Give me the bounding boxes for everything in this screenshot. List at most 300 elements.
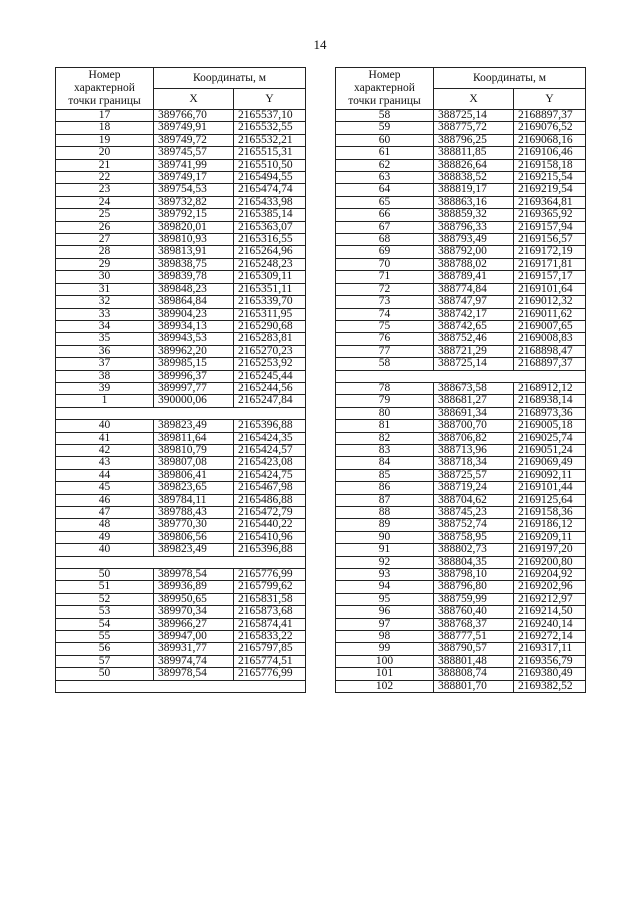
x-coordinate-cell: 388673,58 bbox=[434, 382, 514, 394]
table-row bbox=[336, 432, 586, 444]
table-row bbox=[336, 506, 586, 518]
x-coordinate-cell: 389810,79 bbox=[154, 444, 234, 456]
table-row bbox=[56, 655, 306, 667]
table-row bbox=[336, 569, 586, 581]
y-coordinate-cell: 2169172,19 bbox=[514, 246, 586, 258]
y-coordinate-cell: 2165264,96 bbox=[234, 246, 306, 258]
point-number-cell: 74 bbox=[336, 308, 434, 320]
y-coordinate-cell: 2169215,54 bbox=[514, 172, 586, 184]
x-coordinate-cell: 389807,08 bbox=[154, 457, 234, 469]
point-number-cell: 39 bbox=[56, 382, 154, 394]
table-row bbox=[56, 606, 306, 618]
point-number-cell: 49 bbox=[56, 531, 154, 543]
x-coordinate-cell: 388793,49 bbox=[434, 234, 514, 246]
point-number-cell: 77 bbox=[336, 345, 434, 357]
point-number-cell: 69 bbox=[336, 246, 434, 258]
table-row bbox=[56, 593, 306, 605]
y-coordinate-cell: 2165532,55 bbox=[234, 122, 306, 134]
point-number-cell: 66 bbox=[336, 209, 434, 221]
table-row bbox=[336, 631, 586, 643]
table-row bbox=[336, 482, 586, 494]
point-number-cell: 79 bbox=[336, 395, 434, 407]
point-number-cell: 80 bbox=[336, 407, 434, 419]
point-number-cell: 46 bbox=[56, 494, 154, 506]
y-coordinate-cell: 2169051,24 bbox=[514, 444, 586, 456]
point-number-cell: 33 bbox=[56, 308, 154, 320]
y-coordinate-cell: 2165486,88 bbox=[234, 494, 306, 506]
point-number-cell: 50 bbox=[56, 569, 154, 581]
x-coordinate-cell: 388801,48 bbox=[434, 655, 514, 667]
point-number-cell: 58 bbox=[336, 110, 434, 122]
y-coordinate-cell: 2169317,11 bbox=[514, 643, 586, 655]
y-coordinate-cell: 2165797,85 bbox=[234, 643, 306, 655]
table-row bbox=[336, 655, 586, 667]
x-coordinate-cell: 389749,17 bbox=[154, 172, 234, 184]
x-coordinate-cell: 389839,78 bbox=[154, 271, 234, 283]
y-coordinate-cell: 2165396,88 bbox=[234, 420, 306, 432]
point-number-cell: 43 bbox=[56, 457, 154, 469]
x-coordinate-cell: 389970,34 bbox=[154, 606, 234, 618]
y-coordinate-cell: 2165290,68 bbox=[234, 320, 306, 332]
table-row bbox=[336, 643, 586, 655]
point-number-cell: 52 bbox=[56, 593, 154, 605]
table-row bbox=[336, 668, 586, 680]
point-number-cell: 1 bbox=[56, 395, 154, 407]
y-coordinate-cell: 2165423,08 bbox=[234, 457, 306, 469]
y-coordinate-cell: 2165424,75 bbox=[234, 469, 306, 481]
x-coordinate-cell: 388718,34 bbox=[434, 457, 514, 469]
y-coordinate-cell: 2165248,23 bbox=[234, 258, 306, 270]
table-row bbox=[336, 122, 586, 134]
table-row bbox=[336, 420, 586, 432]
table-row bbox=[56, 432, 306, 444]
point-number-cell: 19 bbox=[56, 134, 154, 146]
table-row bbox=[56, 643, 306, 655]
x-coordinate-cell: 388774,84 bbox=[434, 283, 514, 295]
y-coordinate-cell: 2169209,11 bbox=[514, 531, 586, 543]
point-number-cell: 37 bbox=[56, 358, 154, 370]
x-coordinate-cell: 388788,02 bbox=[434, 258, 514, 270]
y-coordinate-cell: 2169007,65 bbox=[514, 320, 586, 332]
point-number-cell: 64 bbox=[336, 184, 434, 196]
x-coordinate-cell: 388802,73 bbox=[434, 544, 514, 556]
table-row bbox=[336, 593, 586, 605]
x-coordinate-cell: 389806,56 bbox=[154, 531, 234, 543]
point-number-cell: 71 bbox=[336, 271, 434, 283]
table-row bbox=[336, 110, 586, 122]
x-coordinate-cell: 389820,01 bbox=[154, 221, 234, 233]
table-body-right bbox=[336, 110, 586, 693]
y-header: Y bbox=[234, 89, 306, 110]
y-coordinate-cell: 2165433,98 bbox=[234, 196, 306, 208]
point-number-cell: 94 bbox=[336, 581, 434, 593]
table-row bbox=[336, 320, 586, 332]
table-row bbox=[336, 172, 586, 184]
y-coordinate-cell: 2169158,18 bbox=[514, 159, 586, 171]
x-coordinate-cell: 388704,62 bbox=[434, 494, 514, 506]
table-row bbox=[56, 333, 306, 345]
y-coordinate-cell: 2169219,54 bbox=[514, 184, 586, 196]
x-coordinate-cell: 389792,15 bbox=[154, 209, 234, 221]
table-row bbox=[56, 271, 306, 283]
coordinates-table-left bbox=[55, 67, 306, 693]
y-coordinate-cell: 2165831,58 bbox=[234, 593, 306, 605]
y-coordinate-cell: 2165774,51 bbox=[234, 655, 306, 667]
y-coordinate-cell: 2165467,98 bbox=[234, 482, 306, 494]
x-coordinate-cell: 388681,27 bbox=[434, 395, 514, 407]
point-number-header: Номер характерной точки границы bbox=[336, 68, 434, 110]
x-coordinate-cell: 389966,27 bbox=[154, 618, 234, 630]
y-coordinate-cell: 2168973,36 bbox=[514, 407, 586, 419]
x-header: X bbox=[154, 89, 234, 110]
table-row bbox=[56, 258, 306, 270]
x-coordinate-cell: 388752,46 bbox=[434, 333, 514, 345]
x-coordinate-cell: 388863,16 bbox=[434, 196, 514, 208]
point-number-cell: 22 bbox=[56, 172, 154, 184]
y-coordinate-cell: 2169364,81 bbox=[514, 196, 586, 208]
x-coordinate-cell: 389997,77 bbox=[154, 382, 234, 394]
y-coordinate-cell: 2168898,47 bbox=[514, 345, 586, 357]
point-number-cell: 93 bbox=[336, 569, 434, 581]
table-row bbox=[336, 519, 586, 531]
point-number-cell: 88 bbox=[336, 506, 434, 518]
table-row bbox=[56, 234, 306, 246]
y-coordinate-cell: 2169005,18 bbox=[514, 420, 586, 432]
x-coordinate-cell: 389745,57 bbox=[154, 147, 234, 159]
point-number-cell: 102 bbox=[336, 680, 434, 692]
y-coordinate-cell: 2169156,57 bbox=[514, 234, 586, 246]
y-coordinate-cell: 2169356,79 bbox=[514, 655, 586, 667]
point-number-cell: 47 bbox=[56, 506, 154, 518]
table-row bbox=[336, 234, 586, 246]
point-number-cell: 61 bbox=[336, 147, 434, 159]
x-coordinate-cell: 388808,74 bbox=[434, 668, 514, 680]
x-coordinate-cell: 388760,40 bbox=[434, 606, 514, 618]
x-coordinate-cell: 388826,64 bbox=[434, 159, 514, 171]
y-coordinate-cell: 2165873,68 bbox=[234, 606, 306, 618]
table-row bbox=[56, 680, 306, 692]
table-row bbox=[56, 134, 306, 146]
table-row bbox=[336, 581, 586, 593]
point-number-cell: 99 bbox=[336, 643, 434, 655]
table-row bbox=[56, 444, 306, 456]
coordinates-table-right bbox=[335, 67, 586, 693]
x-coordinate-cell: 389741,99 bbox=[154, 159, 234, 171]
x-coordinate-cell: 389770,30 bbox=[154, 519, 234, 531]
table-row bbox=[56, 581, 306, 593]
table-row bbox=[336, 283, 586, 295]
empty-row-cell bbox=[56, 556, 306, 568]
point-number-cell: 57 bbox=[56, 655, 154, 667]
x-coordinate-cell: 389823,65 bbox=[154, 482, 234, 494]
x-coordinate-cell: 388798,10 bbox=[434, 569, 514, 581]
point-number-cell: 72 bbox=[336, 283, 434, 295]
point-number-cell: 92 bbox=[336, 556, 434, 568]
y-coordinate-cell: 2165874,41 bbox=[234, 618, 306, 630]
table-row bbox=[336, 345, 586, 357]
x-coordinate-cell: 388790,57 bbox=[434, 643, 514, 655]
point-number-cell: 29 bbox=[56, 258, 154, 270]
point-number-cell: 100 bbox=[336, 655, 434, 667]
x-coordinate-cell: 389784,11 bbox=[154, 494, 234, 506]
y-coordinate-cell: 2169382,52 bbox=[514, 680, 586, 692]
table-row bbox=[336, 544, 586, 556]
table-body-left bbox=[56, 110, 306, 693]
x-coordinate-cell: 388759,99 bbox=[434, 593, 514, 605]
table-row bbox=[336, 444, 586, 456]
point-number-cell: 75 bbox=[336, 320, 434, 332]
x-coordinate-cell: 389754,53 bbox=[154, 184, 234, 196]
table-row bbox=[56, 221, 306, 233]
table-row bbox=[56, 196, 306, 208]
y-coordinate-cell: 2165316,55 bbox=[234, 234, 306, 246]
x-coordinate-cell: 388789,41 bbox=[434, 271, 514, 283]
y-coordinate-cell: 2165510,50 bbox=[234, 159, 306, 171]
x-coordinate-cell: 388725,57 bbox=[434, 469, 514, 481]
x-coordinate-cell: 390000,06 bbox=[154, 395, 234, 407]
point-number-cell: 30 bbox=[56, 271, 154, 283]
x-coordinate-cell: 388775,72 bbox=[434, 122, 514, 134]
y-coordinate-cell: 2169200,80 bbox=[514, 556, 586, 568]
y-coordinate-cell: 2169186,12 bbox=[514, 519, 586, 531]
x-coordinate-cell: 388719,24 bbox=[434, 482, 514, 494]
point-number-cell: 67 bbox=[336, 221, 434, 233]
table-row bbox=[56, 283, 306, 295]
point-number-cell: 58 bbox=[336, 358, 434, 370]
point-number-cell: 85 bbox=[336, 469, 434, 481]
table-row bbox=[336, 606, 586, 618]
empty-row-cell bbox=[336, 370, 586, 382]
x-coordinate-cell: 389936,89 bbox=[154, 581, 234, 593]
table-row bbox=[56, 358, 306, 370]
point-number-cell: 40 bbox=[56, 544, 154, 556]
table-row bbox=[56, 296, 306, 308]
point-number-cell: 96 bbox=[336, 606, 434, 618]
point-number-cell: 21 bbox=[56, 159, 154, 171]
point-number-cell: 91 bbox=[336, 544, 434, 556]
table-row bbox=[56, 469, 306, 481]
y-coordinate-cell: 2165494,55 bbox=[234, 172, 306, 184]
y-coordinate-cell: 2165424,57 bbox=[234, 444, 306, 456]
coordinates-header: Координаты, м bbox=[154, 68, 306, 89]
point-number-cell: 17 bbox=[56, 110, 154, 122]
empty-row-cell bbox=[56, 407, 306, 419]
table-row bbox=[336, 221, 586, 233]
point-number-cell: 31 bbox=[56, 283, 154, 295]
x-coordinate-cell: 388706,82 bbox=[434, 432, 514, 444]
x-coordinate-cell: 389934,13 bbox=[154, 320, 234, 332]
point-number-cell: 41 bbox=[56, 432, 154, 444]
x-coordinate-cell: 389978,54 bbox=[154, 668, 234, 680]
x-coordinate-cell: 389732,82 bbox=[154, 196, 234, 208]
point-number-header: Номер характерной точки границы bbox=[56, 68, 154, 110]
point-number-cell: 36 bbox=[56, 345, 154, 357]
point-number-cell: 86 bbox=[336, 482, 434, 494]
table-row bbox=[336, 271, 586, 283]
y-coordinate-cell: 2165532,21 bbox=[234, 134, 306, 146]
y-coordinate-cell: 2165776,99 bbox=[234, 569, 306, 581]
x-coordinate-cell: 389950,65 bbox=[154, 593, 234, 605]
y-header: Y bbox=[514, 89, 586, 110]
point-number-cell: 82 bbox=[336, 432, 434, 444]
page-number: 14 bbox=[313, 37, 327, 52]
y-coordinate-cell: 2165244,56 bbox=[234, 382, 306, 394]
x-coordinate-cell: 389838,75 bbox=[154, 258, 234, 270]
x-coordinate-cell: 388768,37 bbox=[434, 618, 514, 630]
y-coordinate-cell: 2169197,20 bbox=[514, 544, 586, 556]
point-number-cell: 24 bbox=[56, 196, 154, 208]
x-coordinate-cell: 389978,54 bbox=[154, 569, 234, 581]
x-coordinate-cell: 389813,91 bbox=[154, 246, 234, 258]
coordinates-header: Координаты, м bbox=[434, 68, 586, 89]
point-number-cell: 83 bbox=[336, 444, 434, 456]
x-coordinate-cell: 388742,17 bbox=[434, 308, 514, 320]
table-row bbox=[336, 618, 586, 630]
x-coordinate-cell: 389931,77 bbox=[154, 643, 234, 655]
point-number-cell: 63 bbox=[336, 172, 434, 184]
x-coordinate-cell: 388838,52 bbox=[434, 172, 514, 184]
table-row bbox=[56, 482, 306, 494]
y-coordinate-cell: 2169008,83 bbox=[514, 333, 586, 345]
point-number-cell: 101 bbox=[336, 668, 434, 680]
y-coordinate-cell: 2165351,11 bbox=[234, 283, 306, 295]
table-row bbox=[336, 457, 586, 469]
point-number-cell: 32 bbox=[56, 296, 154, 308]
point-number-cell: 40 bbox=[56, 420, 154, 432]
table-row bbox=[56, 395, 306, 407]
table-row bbox=[336, 159, 586, 171]
y-coordinate-cell: 2169202,96 bbox=[514, 581, 586, 593]
y-coordinate-cell: 2165799,62 bbox=[234, 581, 306, 593]
point-number-cell: 98 bbox=[336, 631, 434, 643]
y-coordinate-cell: 2169101,44 bbox=[514, 482, 586, 494]
x-coordinate-cell: 388713,96 bbox=[434, 444, 514, 456]
table-row bbox=[56, 544, 306, 556]
point-number-cell: 89 bbox=[336, 519, 434, 531]
table-row bbox=[336, 209, 586, 221]
y-coordinate-cell: 2165440,22 bbox=[234, 519, 306, 531]
x-coordinate-cell: 389962,20 bbox=[154, 345, 234, 357]
y-coordinate-cell: 2169106,46 bbox=[514, 147, 586, 159]
x-coordinate-cell: 389943,53 bbox=[154, 333, 234, 345]
x-coordinate-cell: 388804,35 bbox=[434, 556, 514, 568]
point-number-cell: 27 bbox=[56, 234, 154, 246]
x-coordinate-cell: 388801,70 bbox=[434, 680, 514, 692]
y-coordinate-cell: 2169204,92 bbox=[514, 569, 586, 581]
x-coordinate-cell: 388752,74 bbox=[434, 519, 514, 531]
table-row bbox=[336, 531, 586, 543]
table-row bbox=[56, 159, 306, 171]
y-coordinate-cell: 2165311,95 bbox=[234, 308, 306, 320]
table-row bbox=[56, 506, 306, 518]
point-number-cell: 45 bbox=[56, 482, 154, 494]
point-number-cell: 50 bbox=[56, 668, 154, 680]
y-coordinate-cell: 2165309,11 bbox=[234, 271, 306, 283]
point-number-cell: 87 bbox=[336, 494, 434, 506]
x-coordinate-cell: 389985,15 bbox=[154, 358, 234, 370]
point-number-cell: 54 bbox=[56, 618, 154, 630]
y-coordinate-cell: 2165833,22 bbox=[234, 631, 306, 643]
table-row bbox=[336, 258, 586, 270]
x-coordinate-cell: 388796,25 bbox=[434, 134, 514, 146]
point-number-cell: 97 bbox=[336, 618, 434, 630]
y-coordinate-cell: 2169011,62 bbox=[514, 308, 586, 320]
x-coordinate-cell: 389806,41 bbox=[154, 469, 234, 481]
table-row bbox=[336, 333, 586, 345]
table-row bbox=[336, 370, 586, 382]
table-row bbox=[336, 134, 586, 146]
y-coordinate-cell: 2165474,74 bbox=[234, 184, 306, 196]
y-coordinate-cell: 2165283,81 bbox=[234, 333, 306, 345]
point-number-cell: 42 bbox=[56, 444, 154, 456]
y-coordinate-cell: 2165424,35 bbox=[234, 432, 306, 444]
point-number-cell: 38 bbox=[56, 370, 154, 382]
table-row bbox=[56, 320, 306, 332]
y-coordinate-cell: 2169012,32 bbox=[514, 296, 586, 308]
y-coordinate-cell: 2169157,94 bbox=[514, 221, 586, 233]
y-coordinate-cell: 2169214,50 bbox=[514, 606, 586, 618]
table-row bbox=[56, 556, 306, 568]
point-number-cell: 84 bbox=[336, 457, 434, 469]
x-coordinate-cell: 389947,00 bbox=[154, 631, 234, 643]
point-number-cell: 90 bbox=[336, 531, 434, 543]
x-coordinate-cell: 389996,37 bbox=[154, 370, 234, 382]
y-coordinate-cell: 2169069,49 bbox=[514, 457, 586, 469]
table-row bbox=[56, 569, 306, 581]
x-coordinate-cell: 388725,14 bbox=[434, 110, 514, 122]
x-coordinate-cell: 388796,80 bbox=[434, 581, 514, 593]
point-number-cell: 60 bbox=[336, 134, 434, 146]
x-coordinate-cell: 389904,23 bbox=[154, 308, 234, 320]
table-row bbox=[56, 668, 306, 680]
y-coordinate-cell: 2168938,14 bbox=[514, 395, 586, 407]
table-row bbox=[56, 209, 306, 221]
point-number-cell: 59 bbox=[336, 122, 434, 134]
table-row bbox=[336, 296, 586, 308]
y-coordinate-cell: 2169365,92 bbox=[514, 209, 586, 221]
x-coordinate-cell: 389810,93 bbox=[154, 234, 234, 246]
table-row bbox=[336, 494, 586, 506]
x-coordinate-cell: 389864,84 bbox=[154, 296, 234, 308]
table-row bbox=[56, 457, 306, 469]
point-number-cell: 68 bbox=[336, 234, 434, 246]
table-row bbox=[56, 420, 306, 432]
table-row bbox=[56, 618, 306, 630]
y-coordinate-cell: 2165472,79 bbox=[234, 506, 306, 518]
table-row bbox=[336, 196, 586, 208]
y-coordinate-cell: 2165385,14 bbox=[234, 209, 306, 221]
point-number-cell: 62 bbox=[336, 159, 434, 171]
x-header: X bbox=[434, 89, 514, 110]
y-coordinate-cell: 2168897,37 bbox=[514, 110, 586, 122]
point-number-cell: 23 bbox=[56, 184, 154, 196]
y-coordinate-cell: 2169092,11 bbox=[514, 469, 586, 481]
x-coordinate-cell: 388796,33 bbox=[434, 221, 514, 233]
table-row bbox=[56, 407, 306, 419]
table-row bbox=[56, 110, 306, 122]
x-coordinate-cell: 389749,72 bbox=[154, 134, 234, 146]
y-coordinate-cell: 2169240,14 bbox=[514, 618, 586, 630]
table-row bbox=[56, 246, 306, 258]
y-coordinate-cell: 2165247,84 bbox=[234, 395, 306, 407]
x-coordinate-cell: 388742,65 bbox=[434, 320, 514, 332]
x-coordinate-cell: 389823,49 bbox=[154, 420, 234, 432]
x-coordinate-cell: 388819,17 bbox=[434, 184, 514, 196]
x-coordinate-cell: 389848,23 bbox=[154, 283, 234, 295]
empty-row-cell bbox=[56, 680, 306, 692]
point-number-cell: 65 bbox=[336, 196, 434, 208]
point-number-cell: 95 bbox=[336, 593, 434, 605]
